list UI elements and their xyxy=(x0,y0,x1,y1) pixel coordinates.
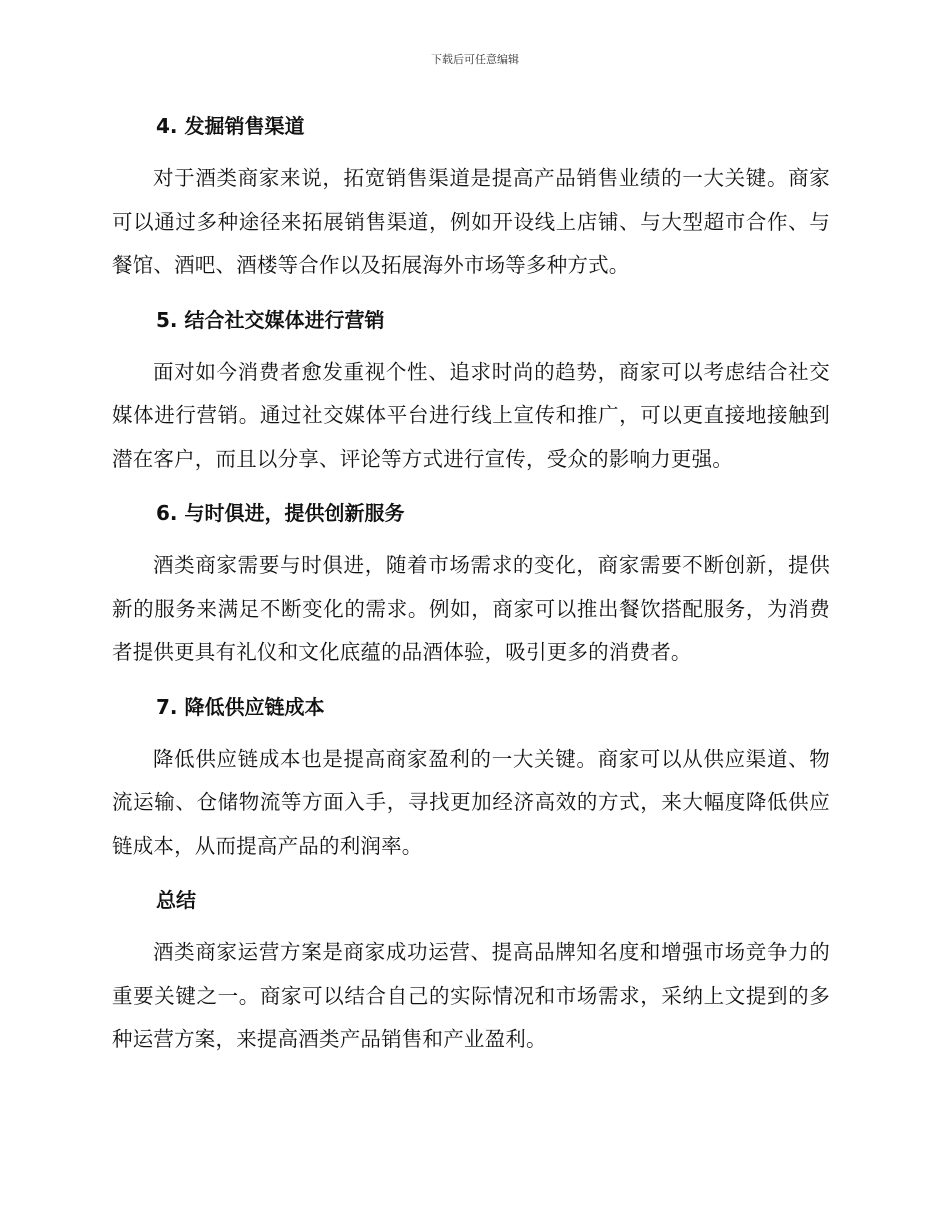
section-heading-summary: 总结 xyxy=(156,888,196,912)
section-paragraph-supply-chain: 降低供应链成本也是提高商家盈利的一大关键。商家可以从供应渠道、物流运输、仓储物流等方面入手，寻找更加经济高效的方式，来大幅度降低供应链成本，从而提高产品的利润率。 xyxy=(112,746,830,858)
section-paragraph-summary: 酒类商家运营方案是商家成功运营、提高品牌知名度和增强市场竞争力的重要关键之一。商家可以结合自己的实际情况和市场需求，采纳上文提到的多种运营方案，来提高酒类产品销售和产业盈利。 xyxy=(112,940,830,1051)
section-heading-sales-channels: 4. 发掘销售渠道 xyxy=(156,114,305,138)
document-body xyxy=(112,108,830,1076)
page-header: 下载后可任意编辑 xyxy=(431,53,519,66)
section-paragraph-innovation: 酒类商家需要与时俱进，随着市场需求的变化，商家需要不断创新，提供新的服务来满足不断变化的需求。例如，商家可以推出餐饮搭配服务，为消费者提供更具有礼仪和文化底蕴的品酒体验，吸引更多的消费者。 xyxy=(112,553,830,664)
section-paragraph-sales-channels: 对于酒类商家来说，拓宽销售渠道是提高产品销售业绩的一大关键。商家可以通过多种途径来拓展销售渠道，例如开设线上店铺、与大型超市合作、与餐馆、酒吧、酒楼等合作以及拓展海外市场等多种方式。 xyxy=(112,166,830,277)
section-heading-innovation: 6. 与时俱进，提供创新服务 xyxy=(156,501,405,525)
section-paragraph-social-media: 面对如今消费者愈发重视个性、追求时尚的趋势，商家可以考虑结合社交媒体进行营销。通过社交媒体平台进行线上宣传和推广，可以更直接地接触到潜在客户，而且以分享、评论等方式进行宣传，受众的影响力更强。 xyxy=(112,359,830,471)
section-heading-social-media: 5. 结合社交媒体进行营销 xyxy=(156,307,385,332)
section-heading-supply-chain: 7. 降低供应链成本 xyxy=(156,694,325,719)
